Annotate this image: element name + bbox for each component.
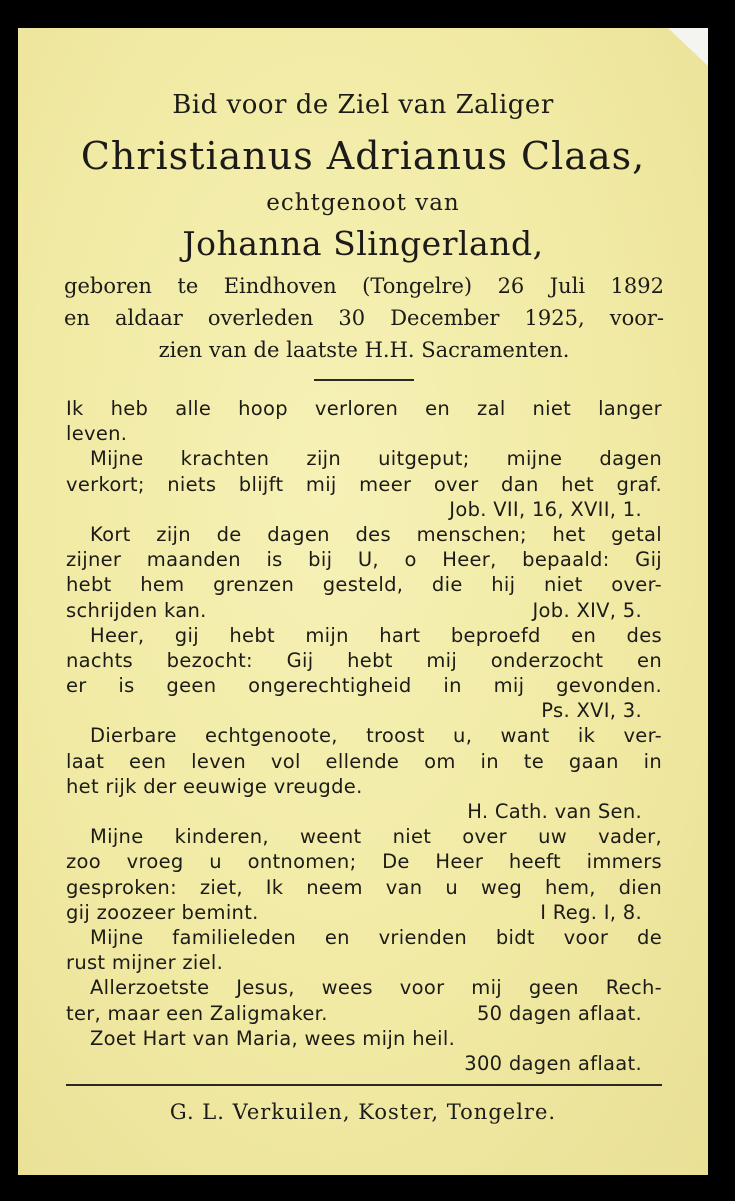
body-line: Kort zijn de dagen des menschen; het getal (90, 522, 662, 546)
body-line: zoo vroeg u ontnomen; De Heer heeft immers (66, 850, 662, 874)
body-line: er is geen ongerechtigheid in mij gevonden. (66, 674, 662, 698)
body-line-with-reference (66, 900, 662, 925)
body-line: Heer, gij hebt mijn hart beproefd en des (90, 623, 662, 647)
death-line: en aldaar overleden 30 December 1925, voor- (64, 306, 664, 330)
footer-divider (66, 1084, 662, 1086)
indulgence-note: 50 dagen aflaat. (476, 1001, 642, 1025)
quote-attribution: H. Cath. van Sen. (467, 800, 642, 823)
body-line: verkort; niets blijft mij meer over dan het graf. (66, 472, 662, 496)
body-line: Allerzoetste Jesus, wees voor mij geen Rech- (90, 976, 662, 1000)
short-divider (314, 379, 414, 381)
body-line: Mijne krachten zijn uitgeput; mijne dagen (90, 447, 662, 471)
scripture-reference: Job. VII, 16, XVII, 1. (449, 497, 642, 521)
spouse-name: Johanna Slingerland, (182, 224, 544, 263)
body-line-with-reference (66, 598, 662, 623)
body-line: Mijne kinderen, weent niet over uw vader, (90, 825, 662, 849)
body-line: Ik heb alle hoop verloren en zal niet langer (66, 397, 662, 420)
prayer-heading: Bid voor de Ziel van Zaliger (172, 90, 554, 120)
scripture-reference: Job. XIV, 5. (532, 598, 642, 622)
body-line: Dierbare echtgenoote, troost u, want ik ver- (90, 724, 662, 748)
memorial-card (18, 28, 708, 1175)
body-line: het rijk der eeuwige vreugde. (66, 774, 363, 798)
indulgence-note: 300 dagen aflaat. (464, 1051, 642, 1075)
body-line: Mijne familieleden en vrienden bidt voor de (90, 925, 662, 949)
body-line: zijner maanden is bij U, o Heer, bepaald: Gij (66, 548, 662, 572)
body-line-text: schrijden kan. (66, 598, 207, 622)
body-line-text: ter, maar een Zaligmaker. (66, 1001, 328, 1025)
body-line: hebt hem grenzen gesteld, die hij niet over- (66, 573, 662, 597)
spouse-label: echtgenoot van (266, 190, 460, 216)
prayer-body (66, 396, 662, 1076)
body-line-text: gij zoozeer bemint. (66, 900, 259, 924)
body-line-with-indulgence (66, 1001, 662, 1026)
torn-corner (668, 28, 708, 66)
body-line: rust mijner ziel. (66, 951, 224, 975)
birth-line: geboren te Eindhoven (Tongelre) 26 Juli 1892 (64, 274, 664, 298)
body-line: laat een leven vol ellende om in te gaan in (66, 749, 662, 773)
body-line: leven. (66, 422, 128, 446)
body-line: Zoet Hart van Maria, wees mijn heil. (90, 1026, 456, 1050)
printer-credit: G. L. Verkuilen, Koster, Tongelre. (169, 1100, 557, 1124)
deceased-name: Christianus Adrianus Claas, (80, 134, 646, 178)
scripture-reference: Ps. XVI, 3. (541, 699, 642, 723)
sacraments-line: zien van de laatste H.H. Sacramenten. (158, 338, 570, 362)
scripture-reference: I Reg. I, 8. (540, 900, 642, 924)
body-line: nachts bezocht: Gij hebt mij onderzocht en (66, 648, 662, 672)
body-line: gesproken: ziet, Ik neem van u weg hem, dien (66, 875, 662, 899)
